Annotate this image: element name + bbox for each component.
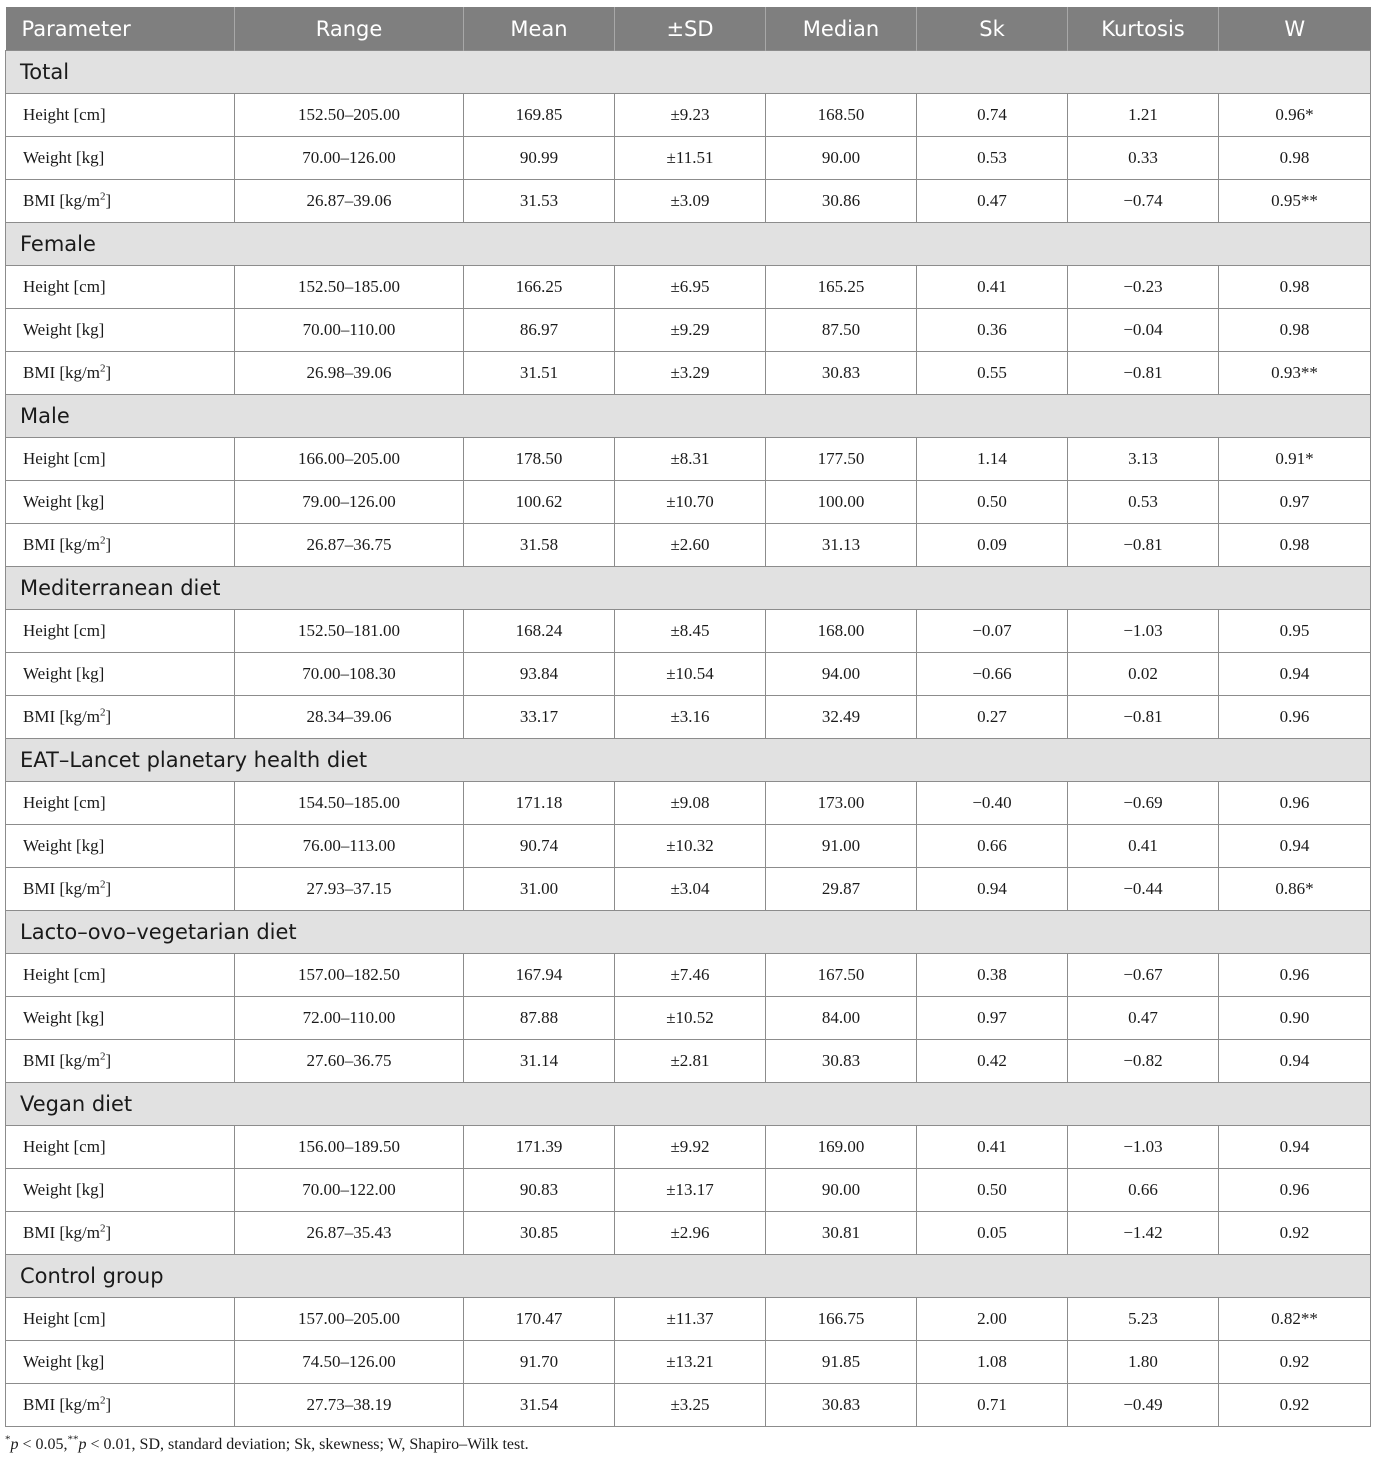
cell-w: 0.90 xyxy=(1219,997,1371,1040)
group-row xyxy=(6,911,1371,954)
cell-sd: ±2.96 xyxy=(615,1212,766,1255)
cell-parameter: BMI $[kg/m^2]$ xyxy=(6,180,235,223)
cell-parameter: BMI $[kg/m^2]$ xyxy=(6,1212,235,1255)
table-row xyxy=(6,782,1371,825)
cell-sd: ±10.52 xyxy=(615,997,766,1040)
table-row xyxy=(6,610,1371,653)
cell-median: 30.83 xyxy=(766,1040,917,1083)
cell-w: 0.92 xyxy=(1219,1212,1371,1255)
cell-parameter: Weight [kg] xyxy=(6,653,235,696)
cell-range: 76.00–113.00 xyxy=(235,825,464,868)
cell-mean: 100.62 xyxy=(464,481,615,524)
cell-sd: ±9.92 xyxy=(615,1126,766,1169)
cell-w: 0.94 xyxy=(1219,653,1371,696)
cell-sd: ±9.29 xyxy=(615,309,766,352)
cell-parameter: Height [cm] xyxy=(6,266,235,309)
cell-sd: ±13.21 xyxy=(615,1341,766,1384)
cell-parameter: Weight [kg] xyxy=(6,481,235,524)
cell-parameter: BMI $[kg/m^2]$ xyxy=(6,524,235,567)
cell-sd: ±3.09 xyxy=(615,180,766,223)
cell-sk: 0.97 xyxy=(917,997,1068,1040)
cell-w: 0.94 xyxy=(1219,825,1371,868)
cell-kurtosis: −0.49 xyxy=(1068,1384,1219,1427)
cell-mean: 91.70 xyxy=(464,1341,615,1384)
table-row xyxy=(6,1040,1371,1083)
cell-mean: 31.53 xyxy=(464,180,615,223)
col-header-mean: Mean xyxy=(464,7,615,51)
cell-sd: ±9.08 xyxy=(615,782,766,825)
cell-w: 0.96 xyxy=(1219,782,1371,825)
cell-median: 169.00 xyxy=(766,1126,917,1169)
cell-mean: 87.88 xyxy=(464,997,615,1040)
cell-sd: ±10.70 xyxy=(615,481,766,524)
cell-parameter: Weight [kg] xyxy=(6,825,235,868)
group-row xyxy=(6,1255,1371,1298)
cell-range: 70.00–108.30 xyxy=(235,653,464,696)
cell-range: 152.50–181.00 xyxy=(235,610,464,653)
cell-median: 90.00 xyxy=(766,1169,917,1212)
cell-kurtosis: −1.42 xyxy=(1068,1212,1219,1255)
cell-kurtosis: −0.82 xyxy=(1068,1040,1219,1083)
cell-sk: 0.71 xyxy=(917,1384,1068,1427)
table-row xyxy=(6,481,1371,524)
cell-median: 91.85 xyxy=(766,1341,917,1384)
cell-sd: ±2.81 xyxy=(615,1040,766,1083)
cell-kurtosis: 5.23 xyxy=(1068,1298,1219,1341)
cell-mean: 31.51 xyxy=(464,352,615,395)
cell-range: 27.73–38.19 xyxy=(235,1384,464,1427)
cell-sk: 0.41 xyxy=(917,1126,1068,1169)
cell-range: 74.50–126.00 xyxy=(235,1341,464,1384)
table-row xyxy=(6,1384,1371,1427)
col-header-median: Median xyxy=(766,7,917,51)
group-row xyxy=(6,567,1371,610)
cell-median: 31.13 xyxy=(766,524,917,567)
cell-sd: ±11.37 xyxy=(615,1298,766,1341)
col-header-sk: Sk xyxy=(917,7,1068,51)
cell-median: 30.83 xyxy=(766,1384,917,1427)
cell-median: 165.25 xyxy=(766,266,917,309)
cell-sk: −0.40 xyxy=(917,782,1068,825)
cell-median: 168.50 xyxy=(766,94,917,137)
cell-median: 168.00 xyxy=(766,610,917,653)
table-row xyxy=(6,696,1371,739)
cell-w: 0.97 xyxy=(1219,481,1371,524)
cell-kurtosis: 0.66 xyxy=(1068,1169,1219,1212)
cell-kurtosis: 0.02 xyxy=(1068,653,1219,696)
cell-sk: 0.42 xyxy=(917,1040,1068,1083)
cell-mean: 168.24 xyxy=(464,610,615,653)
cell-mean: 31.00 xyxy=(464,868,615,911)
cell-parameter: Height [cm] xyxy=(6,610,235,653)
cell-parameter: BMI $[kg/m^2]$ xyxy=(6,696,235,739)
cell-mean: 86.97 xyxy=(464,309,615,352)
cell-parameter: Weight [kg] xyxy=(6,1341,235,1384)
cell-mean: 167.94 xyxy=(464,954,615,997)
cell-kurtosis: 1.21 xyxy=(1068,94,1219,137)
cell-w: 0.98 xyxy=(1219,137,1371,180)
cell-sk: 0.66 xyxy=(917,825,1068,868)
cell-mean: 169.85 xyxy=(464,94,615,137)
cell-kurtosis: −0.74 xyxy=(1068,180,1219,223)
cell-w: 0.98 xyxy=(1219,266,1371,309)
cell-parameter: BMI $[kg/m^2]$ xyxy=(6,352,235,395)
cell-w: 0.86* xyxy=(1219,868,1371,911)
cell-parameter: Height [cm] xyxy=(6,94,235,137)
cell-sk: 0.50 xyxy=(917,1169,1068,1212)
table-row xyxy=(6,1169,1371,1212)
cell-range: 154.50–185.00 xyxy=(235,782,464,825)
cell-w: 0.95 xyxy=(1219,610,1371,653)
cell-sk: 0.27 xyxy=(917,696,1068,739)
cell-range: 157.00–205.00 xyxy=(235,1298,464,1341)
cell-median: 29.87 xyxy=(766,868,917,911)
cell-kurtosis: −0.04 xyxy=(1068,309,1219,352)
cell-parameter: Weight [kg] xyxy=(6,997,235,1040)
cell-median: 30.83 xyxy=(766,352,917,395)
group-label: Vegan diet xyxy=(6,1083,1371,1126)
cell-range: 27.60–36.75 xyxy=(235,1040,464,1083)
cell-w: 0.95** xyxy=(1219,180,1371,223)
cell-parameter: BMI $[kg/m^2]$ xyxy=(6,1040,235,1083)
col-header-range: Range xyxy=(235,7,464,51)
table-row xyxy=(6,868,1371,911)
cell-parameter: BMI $[kg/m^2]$ xyxy=(6,868,235,911)
table-row xyxy=(6,524,1371,567)
cell-kurtosis: −0.81 xyxy=(1068,696,1219,739)
group-row xyxy=(6,395,1371,438)
cell-range: 152.50–185.00 xyxy=(235,266,464,309)
cell-sd: ±8.45 xyxy=(615,610,766,653)
cell-kurtosis: 0.33 xyxy=(1068,137,1219,180)
cell-range: 157.00–182.50 xyxy=(235,954,464,997)
cell-kurtosis: −1.03 xyxy=(1068,610,1219,653)
cell-mean: 93.84 xyxy=(464,653,615,696)
cell-mean: 171.18 xyxy=(464,782,615,825)
cell-mean: 90.83 xyxy=(464,1169,615,1212)
table-row xyxy=(6,1298,1371,1341)
header-row xyxy=(6,7,1371,51)
cell-w: 0.96 xyxy=(1219,954,1371,997)
cell-mean: 166.25 xyxy=(464,266,615,309)
cell-sd: ±3.16 xyxy=(615,696,766,739)
cell-w: 0.92 xyxy=(1219,1341,1371,1384)
group-row xyxy=(6,1083,1371,1126)
table-footnote: *p < 0.05,**p < 0.01, SD, standard deviation; Sk, skewness; W, Shapiro–Wilk test. xyxy=(5,1433,529,1453)
table-row xyxy=(6,352,1371,395)
cell-w: 0.92 xyxy=(1219,1384,1371,1427)
cell-kurtosis: −1.03 xyxy=(1068,1126,1219,1169)
cell-parameter: BMI $[kg/m^2]$ xyxy=(6,1384,235,1427)
cell-sk: 0.05 xyxy=(917,1212,1068,1255)
cell-parameter: Height [cm] xyxy=(6,1298,235,1341)
cell-mean: 33.17 xyxy=(464,696,615,739)
cell-parameter: Height [cm] xyxy=(6,782,235,825)
col-header-w: W xyxy=(1219,7,1371,51)
cell-parameter: Height [cm] xyxy=(6,954,235,997)
cell-sk: 1.14 xyxy=(917,438,1068,481)
group-label: Mediterranean diet xyxy=(6,567,1371,610)
cell-sk: 0.47 xyxy=(917,180,1068,223)
statistics-table-container xyxy=(5,7,1370,1427)
cell-mean: 31.58 xyxy=(464,524,615,567)
cell-sd: ±13.17 xyxy=(615,1169,766,1212)
cell-median: 173.00 xyxy=(766,782,917,825)
cell-sk: 0.38 xyxy=(917,954,1068,997)
cell-sk: 0.09 xyxy=(917,524,1068,567)
cell-w: 0.82** xyxy=(1219,1298,1371,1341)
cell-sd: ±7.46 xyxy=(615,954,766,997)
cell-sd: ±3.29 xyxy=(615,352,766,395)
cell-sk: −0.07 xyxy=(917,610,1068,653)
cell-kurtosis: 0.53 xyxy=(1068,481,1219,524)
col-header-kurtosis: Kurtosis xyxy=(1068,7,1219,51)
cell-parameter: Height [cm] xyxy=(6,438,235,481)
cell-median: 166.75 xyxy=(766,1298,917,1341)
cell-sd: ±10.54 xyxy=(615,653,766,696)
statistics-table xyxy=(5,7,1371,1427)
table-header xyxy=(6,7,1371,51)
cell-median: 87.50 xyxy=(766,309,917,352)
cell-parameter: Weight [kg] xyxy=(6,1169,235,1212)
group-label: EAT–Lancet planetary health diet xyxy=(6,739,1371,782)
cell-w: 0.96 xyxy=(1219,696,1371,739)
cell-sk: 0.94 xyxy=(917,868,1068,911)
cell-median: 90.00 xyxy=(766,137,917,180)
cell-sd: ±10.32 xyxy=(615,825,766,868)
table-body xyxy=(6,51,1371,1427)
cell-mean: 30.85 xyxy=(464,1212,615,1255)
cell-median: 30.86 xyxy=(766,180,917,223)
cell-kurtosis: −0.23 xyxy=(1068,266,1219,309)
cell-median: 167.50 xyxy=(766,954,917,997)
cell-sk: 0.41 xyxy=(917,266,1068,309)
table-row xyxy=(6,997,1371,1040)
cell-sk: −0.66 xyxy=(917,653,1068,696)
cell-range: 70.00–122.00 xyxy=(235,1169,464,1212)
table-row xyxy=(6,266,1371,309)
cell-range: 70.00–110.00 xyxy=(235,309,464,352)
cell-range: 27.93–37.15 xyxy=(235,868,464,911)
table-row xyxy=(6,1126,1371,1169)
cell-kurtosis: −0.81 xyxy=(1068,524,1219,567)
cell-sd: ±3.04 xyxy=(615,868,766,911)
cell-kurtosis: −0.81 xyxy=(1068,352,1219,395)
table-row xyxy=(6,137,1371,180)
cell-kurtosis: −0.69 xyxy=(1068,782,1219,825)
cell-sd: ±11.51 xyxy=(615,137,766,180)
cell-parameter: Weight [kg] xyxy=(6,309,235,352)
group-label: Total xyxy=(6,51,1371,94)
cell-range: 166.00–205.00 xyxy=(235,438,464,481)
table-row xyxy=(6,180,1371,223)
table-row xyxy=(6,825,1371,868)
cell-range: 26.87–36.75 xyxy=(235,524,464,567)
cell-mean: 171.39 xyxy=(464,1126,615,1169)
group-label: Female xyxy=(6,223,1371,266)
cell-sk: 0.36 xyxy=(917,309,1068,352)
cell-median: 84.00 xyxy=(766,997,917,1040)
cell-range: 26.98–39.06 xyxy=(235,352,464,395)
cell-kurtosis: 0.47 xyxy=(1068,997,1219,1040)
group-row xyxy=(6,51,1371,94)
cell-sk: 2.00 xyxy=(917,1298,1068,1341)
cell-mean: 31.14 xyxy=(464,1040,615,1083)
cell-sk: 0.53 xyxy=(917,137,1068,180)
cell-parameter: Weight [kg] xyxy=(6,137,235,180)
cell-range: 70.00–126.00 xyxy=(235,137,464,180)
cell-mean: 178.50 xyxy=(464,438,615,481)
cell-kurtosis: 0.41 xyxy=(1068,825,1219,868)
group-row xyxy=(6,739,1371,782)
cell-range: 28.34–39.06 xyxy=(235,696,464,739)
group-label: Lacto–ovo–vegetarian diet xyxy=(6,911,1371,954)
cell-range: 156.00–189.50 xyxy=(235,1126,464,1169)
cell-sd: ±2.60 xyxy=(615,524,766,567)
cell-median: 30.81 xyxy=(766,1212,917,1255)
cell-kurtosis: 3.13 xyxy=(1068,438,1219,481)
group-row xyxy=(6,223,1371,266)
cell-mean: 90.74 xyxy=(464,825,615,868)
cell-sk: 0.74 xyxy=(917,94,1068,137)
cell-range: 26.87–39.06 xyxy=(235,180,464,223)
cell-sk: 0.55 xyxy=(917,352,1068,395)
cell-w: 0.98 xyxy=(1219,309,1371,352)
cell-range: 79.00–126.00 xyxy=(235,481,464,524)
cell-sk: 1.08 xyxy=(917,1341,1068,1384)
cell-median: 177.50 xyxy=(766,438,917,481)
cell-w: 0.91* xyxy=(1219,438,1371,481)
cell-w: 0.98 xyxy=(1219,524,1371,567)
cell-median: 91.00 xyxy=(766,825,917,868)
cell-range: 26.87–35.43 xyxy=(235,1212,464,1255)
table-row xyxy=(6,438,1371,481)
cell-w: 0.96 xyxy=(1219,1169,1371,1212)
table-row xyxy=(6,1341,1371,1384)
cell-w: 0.93** xyxy=(1219,352,1371,395)
cell-mean: 90.99 xyxy=(464,137,615,180)
cell-kurtosis: −0.67 xyxy=(1068,954,1219,997)
cell-parameter: Height [cm] xyxy=(6,1126,235,1169)
cell-sd: ±9.23 xyxy=(615,94,766,137)
cell-range: 72.00–110.00 xyxy=(235,997,464,1040)
cell-median: 32.49 xyxy=(766,696,917,739)
col-header-parameter: Parameter xyxy=(6,7,235,51)
cell-sd: ±8.31 xyxy=(615,438,766,481)
cell-sd: ±3.25 xyxy=(615,1384,766,1427)
cell-w: 0.94 xyxy=(1219,1126,1371,1169)
cell-mean: 31.54 xyxy=(464,1384,615,1427)
cell-range: 152.50–205.00 xyxy=(235,94,464,137)
cell-w: 0.94 xyxy=(1219,1040,1371,1083)
cell-kurtosis: 1.80 xyxy=(1068,1341,1219,1384)
table-row xyxy=(6,1212,1371,1255)
table-row xyxy=(6,94,1371,137)
cell-kurtosis: −0.44 xyxy=(1068,868,1219,911)
cell-median: 94.00 xyxy=(766,653,917,696)
cell-median: 100.00 xyxy=(766,481,917,524)
cell-sd: ±6.95 xyxy=(615,266,766,309)
table-row xyxy=(6,954,1371,997)
table-row xyxy=(6,653,1371,696)
col-header-sd: ±SD xyxy=(615,7,766,51)
group-label: Control group xyxy=(6,1255,1371,1298)
cell-mean: 170.47 xyxy=(464,1298,615,1341)
cell-sk: 0.50 xyxy=(917,481,1068,524)
group-label: Male xyxy=(6,395,1371,438)
cell-w: 0.96* xyxy=(1219,94,1371,137)
table-row xyxy=(6,309,1371,352)
